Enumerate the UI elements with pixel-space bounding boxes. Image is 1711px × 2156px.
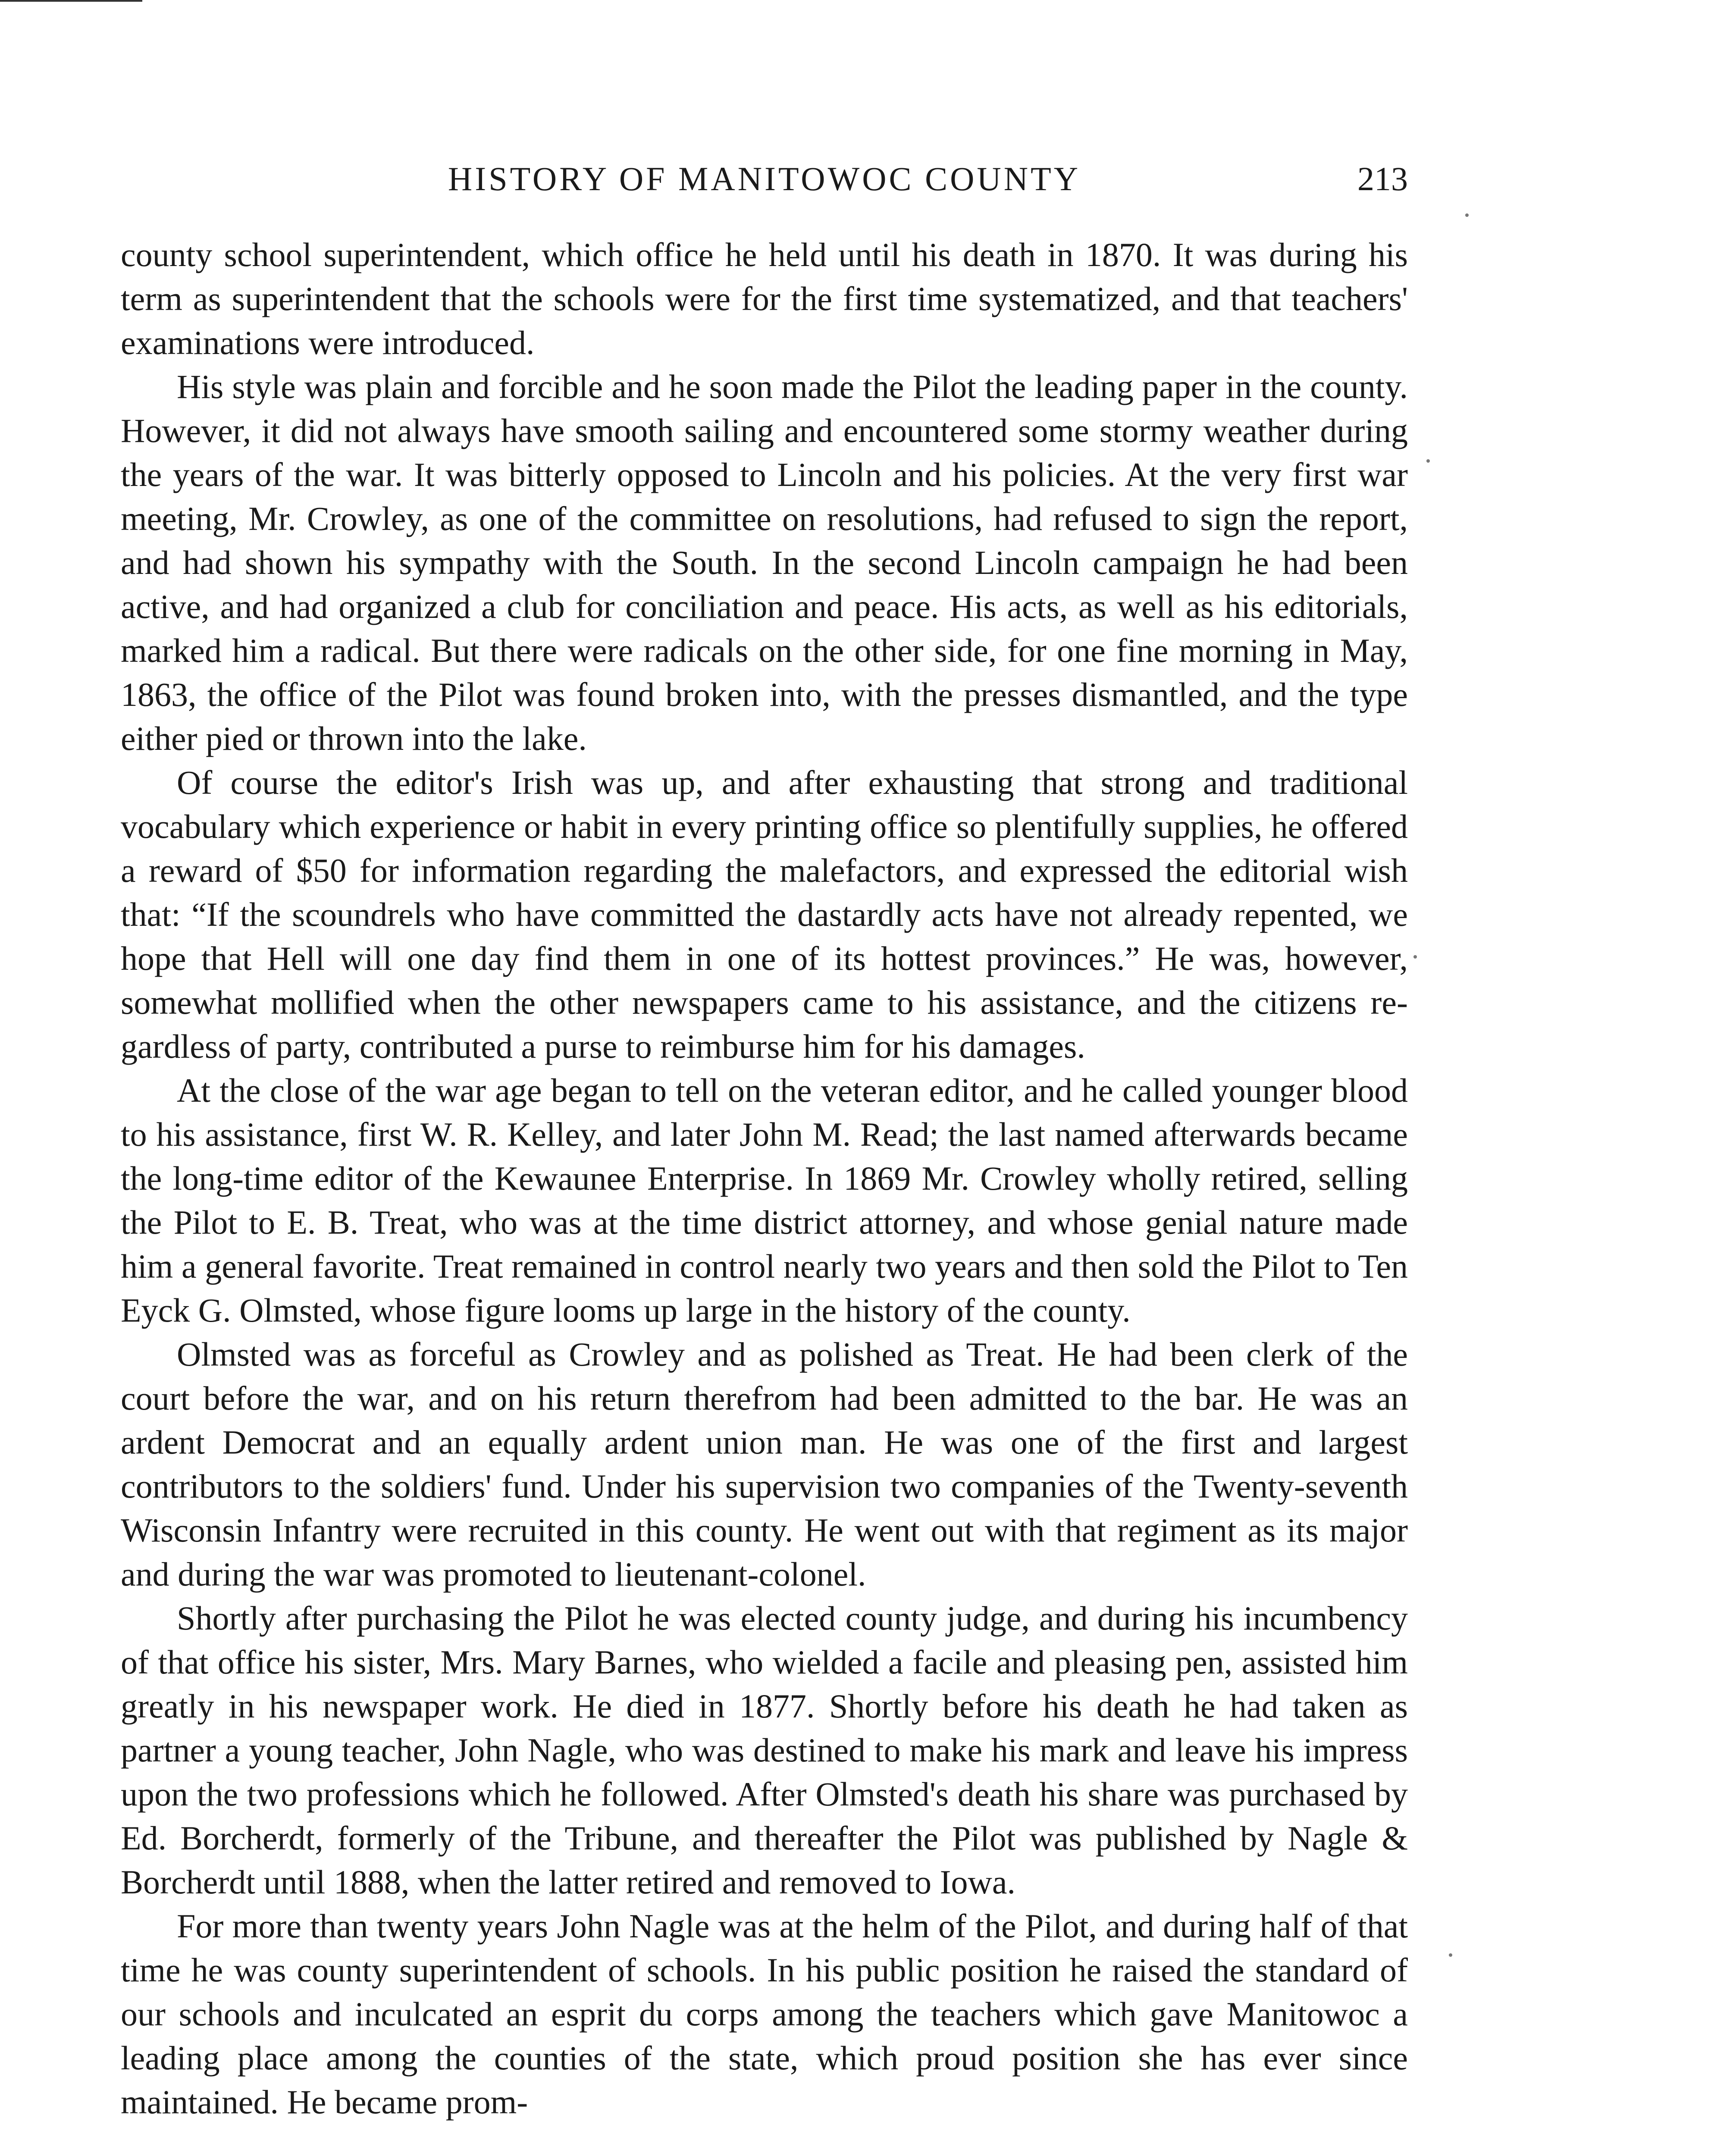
scan-speck: [1449, 1953, 1452, 1957]
paragraph-2: His style was plain and forcible and he soon made the Pilot the leading paper in the county. However, it did not always have smooth sailing and encountered some stormy weather during the years of the war. It was bitterly opposed to Lincoln and his policies. At the very first war meeting, Mr. Crowley, as one of the committee on resolutions, had refused to sign the report, and had shown his sympathy with the South. In the second Lincoln campaign he had been active, and had organized a club for conciliation and peace. His acts, as well as his editorials, marked him a radical. But there were radicals on the other side, for one fine morning in May, 1863, the office of the Pilot was found broken into, with the presses dismantled, and the type either pied or thrown into the lake.: [121, 368, 1408, 757]
running-title: HISTORY OF MANITOWOC COUNTY: [448, 160, 1081, 197]
paragraph-3: Of course the editor's Irish was up, and after exhausting that strong and traditional vocabulary which experience or habit in every printing office so plentifully supplies, he offered a reward of $50 for information regarding the malefactors, and expressed the editorial wish that: “If the scoundrels who have committed the dastardly acts have not already repented, we hope that Hell will one day find them in one of its hottest provinces.” He was, however, somewhat mollified when the other newspapers came to his assistance, and the citizens regardless of party, contributed a purse to reimburse him for his damages.: [121, 764, 1408, 1065]
top-edge-rule: [0, 0, 142, 2]
paragraph-4: At the close of the war age began to tell on the veteran editor, and he called younger blood to his assistance, first W. R. Kelley, and later John M. Read; the last named afterwards became the long-time editor of the Kewaunee Enterprise. In 1869 Mr. Crowley wholly retired, selling the Pilot to E. B. Treat, who was at the time district attorney, and whose genial nature made him a general favorite. Treat remained in control nearly two years and then sold the Pilot to Ten Eyck G. Olmsted, whose figure looms up large in the history of the county.: [121, 1072, 1408, 1329]
scan-speck: [1413, 955, 1417, 959]
scan-speck: [1465, 213, 1469, 217]
page-number: 213: [1357, 160, 1408, 197]
paragraph-7: For more than twenty years John Nagle was at the helm of the Pilot, and during half of that time he was county superintendent of schools. In his public position he raised the standard of our schools and inculcated an esprit du corps among the teachers which gave Manitowoc a leading place among the counties of the state, which proud position she has ever since maintained. He became prom-: [121, 1907, 1408, 2121]
scan-speck: [1426, 459, 1430, 463]
paragraph-6: Shortly after purchasing the Pilot he was elected county judge, and during his incumbency of that office his sister, Mrs. Mary Barnes, who wielded a facile and pleasing pen, assisted him greatly in his newspaper work. He died in 1877. Shortly before his death he had taken as partner a young teacher, John Nagle, who was destined to make his mark and leave his impress upon the two professions which he followed. After Olmsted's death his share was purchased by Ed. Borcherdt, formerly of the Tribune, and thereafter the Pilot was published by Nagle & Borcherdt until 1888, when the latter retired and removed to Iowa.: [121, 1599, 1408, 1901]
page-header: [121, 153, 1408, 205]
paragraph-1: county school superintendent, which office he held until his death in 1870. It was during his term as superintendent that the schools were for the first time systematized, and that teachers' examinations were introduced.: [121, 236, 1408, 361]
body-text: [121, 233, 1408, 2124]
paragraph-5: Olmsted was as forceful as Crowley and as polished as Treat. He had been clerk of the court before the war, and on his return therefrom had been admitted to the bar. He was an ardent Democrat and an equally ardent union man. He was one of the first and largest contributors to the soldiers' fund. Under his supervision two companies of the Twenty-seventh Wisconsin Infantry were recruited in this county. He went out with that regiment as its major and during the war was promoted to lieutenant-colonel.: [121, 1335, 1408, 1593]
